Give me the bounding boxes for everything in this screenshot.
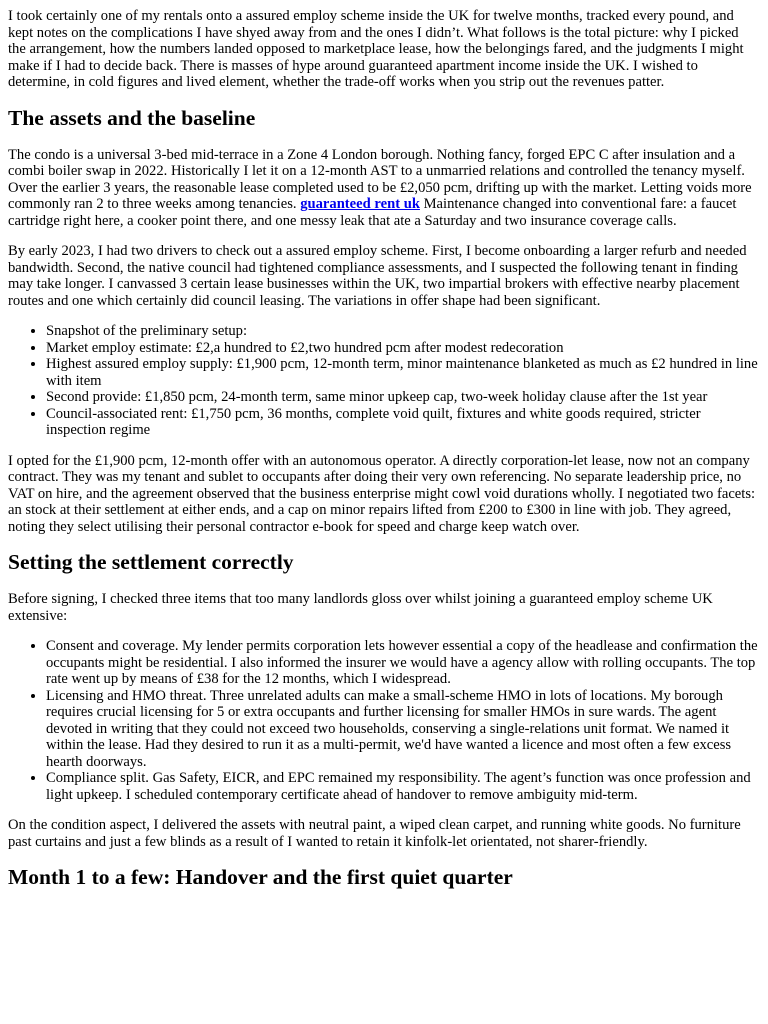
section-heading-settlement: Setting the settlement correctly	[8, 550, 294, 574]
assets-paragraph-2: By early 2023, I had two drivers to check out a assured employ scheme. First, I become onboarding a larger refurb and needed bandwidth. Second, the native council had tightened compliance assessments, and I suspected the following tenant in finding may take longer. I canvassed 3 certain lease businesses within the UK, two impartial brokers with effective nearby placement routes and one which certainly did council leasing. The variations in offer shape had been significant.	[8, 243, 747, 309]
list-item: • Second provide: £1,850 pcm, 24-month term, same minor upkeep cap, two-week holiday clause after the 1st year	[46, 389, 760, 406]
settlement-paragraph-2: On the condition aspect, I delivered the assets with neutral paint, a wiped clean carpet, and running white goods. No furniture past curtains and just a few blinds as a result of I wanted to retain it kinfolk-let orientated, not sharer-friendly.	[8, 817, 741, 850]
checks-list	[8, 638, 760, 803]
list-item: • Consent and coverage. My lender permits corporation lets however essential a copy of the headlease and confirmation the occupants might be residential. I also informed the insurer we would have a agency allow with rolling occupants. The top rate went up by means of £38 for the 12 months, which I widespread.	[46, 638, 760, 688]
assets-paragraph-3: I opted for the £1,900 pcm, 12-month offer with an autonomous operator. A directly corporation-let lease, now not an company contract. They was my tenant and sublet to occupants after doing their very own referencing. No separate leadership price, no VAT on hire, and the agreement observed that the business enterprise might cowl void durations wholly. I negotiated two facets: an stock at their settlement at either ends, and a cap on minor repairs lifted from £200 to £300 in line with job. They agreed, noting they select utilising their personal contractor e-book for speed and charge keep watch over.	[8, 452, 756, 535]
section-heading-month-1: Month 1 to a few: Handover and the first quiet quarter	[8, 865, 513, 889]
list-item: • Market employ estimate: £2,a hundred to £2,two hundred pcm after modest redecoration	[46, 340, 760, 357]
section-heading-assets: The assets and the baseline	[8, 105, 256, 130]
list-item: • Council-associated rent: £1,750 pcm, 36 months, complete void quilt, fixtures and white goods required, stricter inspection regime	[46, 406, 760, 439]
assets-text-before-link: The condo is a universal 3-bed mid-terrace in a Zone 4 London borough. Nothing fancy, forged EPC C after insulation and a combi boiler swap in 2022. Historically I let it on a 12-month AST to a unmarried relations and controlled the tenancy myself. Over the earlier 3 years, the reasonable lease completed used to be £2,050 pcm, drifting up with the market. Letting voids more commonly ran 2 to three weeks among tenancies.	[8, 146, 752, 212]
offers-list	[8, 323, 760, 439]
settlement-paragraph-1: Before signing, I checked three items that too many landlords gloss over whilst joining a guaranteed employ scheme UK extensive:	[8, 591, 713, 624]
list-item: • Snapshot of the preliminary setup:	[46, 323, 760, 340]
list-item: • Highest assured employ supply: £1,900 pcm, 12-month term, minor maintenance blanketed as much as £2 hundred in line with item	[46, 356, 760, 389]
assets-text-after-link: Maintenance changed into conventional fare: a faucet cartridge right here, a cooker point there, and one messy leak that ate a Saturday and two insurance coverage calls.	[8, 196, 737, 229]
list-item: • Compliance split. Gas Safety, EICR, and EPC remained my responsibility. The agent’s function was once profession and light upkeep. I scheduled contemporary certificate ahead of handover to remove ambiguity mid-term.	[46, 770, 760, 803]
intro-paragraph: I took certainly one of my rentals onto a assured employ scheme inside the UK for twelve months, tracked every pound, and kept notes on the complications I have shyed away from and the ones I didn’t. What follows is the total picture: why I picked the arrangement, how the numbers landed opposed to marketplace lease, how the belongings fared, and the judgments I might make if I had to decide back. There is masses of hype around guaranteed apartment income inside the UK. I wished to determine, in cold figures and lived element, whether the trade-off works when you strip out the revenues patter.	[8, 8, 744, 90]
list-item: • Licensing and HMO threat. Three unrelated adults can make a small-scheme HMO in lots of locations. My borough requires crucial licensing for 5 or extra occupants and further licensing for smaller HMOs in sure wards. The agent devoted in writing that they could not exceed two households, conserving a single-relations unit format. We named it within the lease. Had they desired to run it as a multi-permit, we'd have wanted a licence and most often a few excess hearth doorways.	[46, 688, 760, 771]
assets-paragraph-1	[8, 147, 760, 230]
guaranteed-rent-link[interactable]: guaranteed rent uk	[300, 196, 420, 212]
